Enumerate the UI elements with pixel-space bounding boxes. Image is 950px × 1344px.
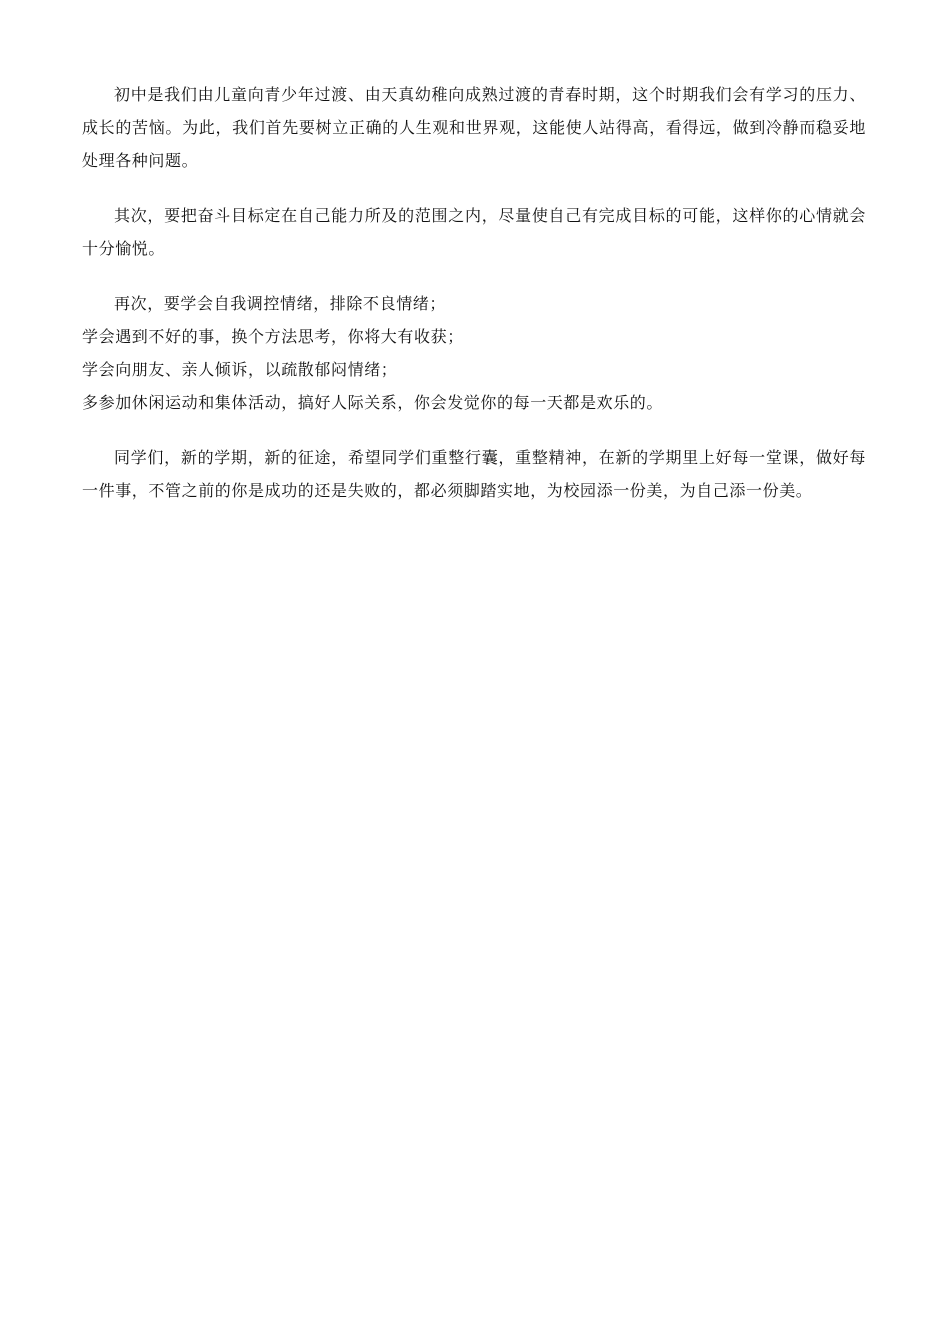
paragraph-second: 其次，要把奋斗目标定在自己能力所及的范围之内，尽量使自己有完成目标的可能，这样你的心情就会十分愉悦。: [82, 206, 866, 258]
tip-line-2: 学会遇到不好的事，换个方法思考，你将大有收获；: [82, 327, 464, 346]
tip-line-3: 学会向朋友、亲人倾诉，以疏散郁闷情绪；: [82, 360, 398, 379]
tip-line-1: 再次，要学会自我调控情绪，排除不良情绪；: [114, 294, 447, 313]
paragraph-intro: 初中是我们由儿童向青少年过渡、由天真幼稚向成熟过渡的青春时期，这个时期我们会有学习的压力、成长的苦恼。为此，我们首先要树立正确的人生观和世界观，这能使人站得高，看得远，做到冷静而稳妥地处理各种问题。: [82, 85, 866, 170]
emotion-tips-group: [82, 287, 866, 419]
document-page: [82, 78, 866, 529]
paragraph-closing: 同学们，新的学期，新的征途，希望同学们重整行囊，重整精神，在新的学期里上好每一堂课，做好每一件事，不管之前的你是成功的还是失败的，都必须脚踏实地，为校园添一份美，为自己添一份美。: [82, 448, 866, 500]
tip-line-4: 多参加休闲运动和集体活动，搞好人际关系，你会发觉你的每一天都是欢乐的。: [82, 393, 664, 412]
